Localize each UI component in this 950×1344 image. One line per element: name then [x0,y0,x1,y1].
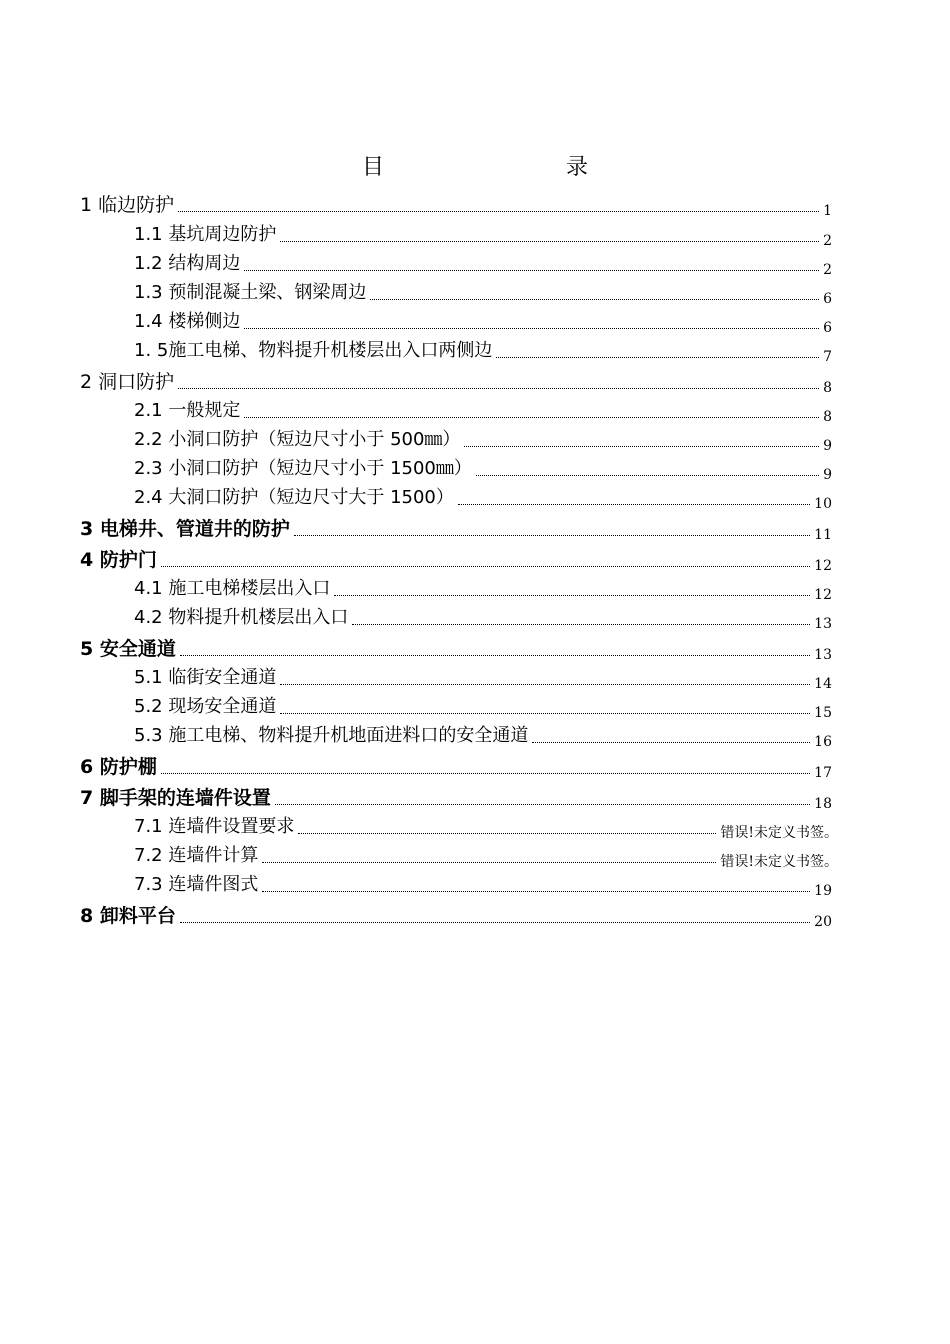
toc-entry[interactable] [80,510,832,543]
toc-entry-label: 5.3 施工电梯、物料提升机地面进料口的安全通道 [134,725,529,746]
toc-entry[interactable] [134,599,832,632]
dot-leader [244,269,819,271]
toc-entry-page: 19 [814,883,832,899]
toc-entry-label: 7.1 连墙件设置要求 [134,816,295,837]
dot-leader [180,654,810,656]
dot-leader [178,387,819,389]
toc-entry-page: 9 [823,438,832,454]
toc-entry-label: 1.3 预制混凝土梁、钢梁周边 [134,282,367,303]
toc-title: 目 录 [361,155,668,180]
toc-entry-label: 7 脚手架的连墙件设置 [80,787,271,809]
toc-entry-label: 2.1 一般规定 [134,400,241,421]
toc-entry-page: 12 [814,587,832,603]
dot-leader [161,565,810,567]
toc-entry-page: 1 [823,203,832,219]
dot-leader [262,861,716,863]
toc-entry[interactable] [134,421,832,454]
toc-entry-label: 3 电梯井、管道井的防护 [80,518,290,540]
toc-entry-page: 6 [823,320,832,336]
toc-entry[interactable] [80,897,832,930]
toc-entry[interactable] [134,332,832,365]
toc-entry-label: 2.3 小洞口防护（短边尺寸小于 1500㎜） [134,458,472,479]
toc-entry-page: 错误!未定义书签。 [720,825,838,841]
toc-entry-page: 8 [823,409,832,425]
toc-entry-page: 18 [814,796,832,812]
toc-entry-label: 1.1 基坑周边防护 [134,224,277,245]
toc-entry-page: 16 [814,734,832,750]
toc-entry-label: 4 防护门 [80,549,157,571]
dot-leader [496,356,819,358]
toc-entry-label: 4.1 施工电梯楼层出入口 [134,578,331,599]
toc-entry-label: 5.2 现场安全通道 [134,696,277,717]
toc-entry-page: 9 [823,467,832,483]
toc-entry-label: 6 防护棚 [80,756,157,778]
dot-leader [298,832,716,834]
toc-entry-page: 13 [814,647,832,663]
toc-entry-page: 2 [823,233,832,249]
toc-entry-label: 1.4 楼梯侧边 [134,311,241,332]
dot-leader [180,921,810,923]
toc-entry[interactable] [80,186,832,219]
toc-entry-label: 5.1 临街安全通道 [134,667,277,688]
toc-entry-label: 5 安全通道 [80,638,176,660]
toc-entry-page: 12 [814,558,832,574]
toc-entry-label: 7.2 连墙件计算 [134,845,259,866]
dot-leader [280,240,819,242]
dot-leader [280,683,810,685]
dot-leader [370,298,819,300]
dot-leader [262,890,810,892]
toc-entry-page: 8 [823,380,832,396]
toc-entry-page: 14 [814,676,832,692]
dot-leader [244,327,819,329]
toc-entry-page: 11 [814,527,832,543]
toc-entry-page: 错误!未定义书签。 [720,854,838,870]
toc-entry[interactable] [80,630,832,663]
dot-leader [532,741,810,743]
toc-entry[interactable] [134,450,832,483]
toc-entry-label: 4.2 物料提升机楼层出入口 [134,607,349,628]
toc-entry[interactable] [134,688,832,721]
toc-entry[interactable] [134,245,832,278]
dot-leader [178,210,819,212]
toc-entry-label: 2.4 大洞口防护（短边尺寸大于 1500） [134,487,454,508]
toc-entry-label: 1.2 结构周边 [134,253,241,274]
toc-entry-page: 17 [814,765,832,781]
toc-entry-page: 10 [814,496,832,512]
toc-entry-label: 2 洞口防护 [80,371,175,393]
dot-leader [244,416,819,418]
dot-leader [280,712,810,714]
toc-entry[interactable] [80,748,832,781]
toc-entry-page: 2 [823,262,832,278]
toc-entry[interactable] [134,303,832,336]
toc-entry[interactable] [134,392,832,425]
toc-entry-label: 7.3 连墙件图式 [134,874,259,895]
dot-leader [464,445,819,447]
toc-entry[interactable] [134,659,832,692]
toc-entry[interactable] [134,808,838,841]
toc-entry[interactable] [134,866,832,899]
toc-entry[interactable] [80,541,832,574]
toc-entry[interactable] [80,779,832,812]
toc-entry-page: 20 [814,914,832,930]
toc-entry[interactable] [134,274,832,307]
toc-entry[interactable] [80,363,832,396]
dot-leader [476,474,819,476]
toc-entry-page: 7 [823,349,832,365]
toc-entry-label: 8 卸料平台 [80,905,176,927]
toc-entry[interactable] [134,479,832,512]
dot-leader [458,503,810,505]
toc-entry[interactable] [134,717,832,750]
toc-entry-page: 15 [814,705,832,721]
toc-entry-page: 13 [814,616,832,632]
toc-entry[interactable] [134,837,838,870]
dot-leader [334,594,810,596]
dot-leader [161,772,810,774]
toc-entry[interactable] [134,216,832,249]
dot-leader [275,803,810,805]
toc-entry-label: 1. 5施工电梯、物料提升机楼层出入口两侧边 [134,340,493,361]
dot-leader [294,534,810,536]
toc-entry-label: 2.2 小洞口防护（短边尺寸小于 500㎜） [134,429,461,450]
toc-entry[interactable] [134,570,832,603]
toc-entry-page: 6 [823,291,832,307]
toc-entry-label: 1 临边防护 [80,194,175,216]
dot-leader [352,623,810,625]
